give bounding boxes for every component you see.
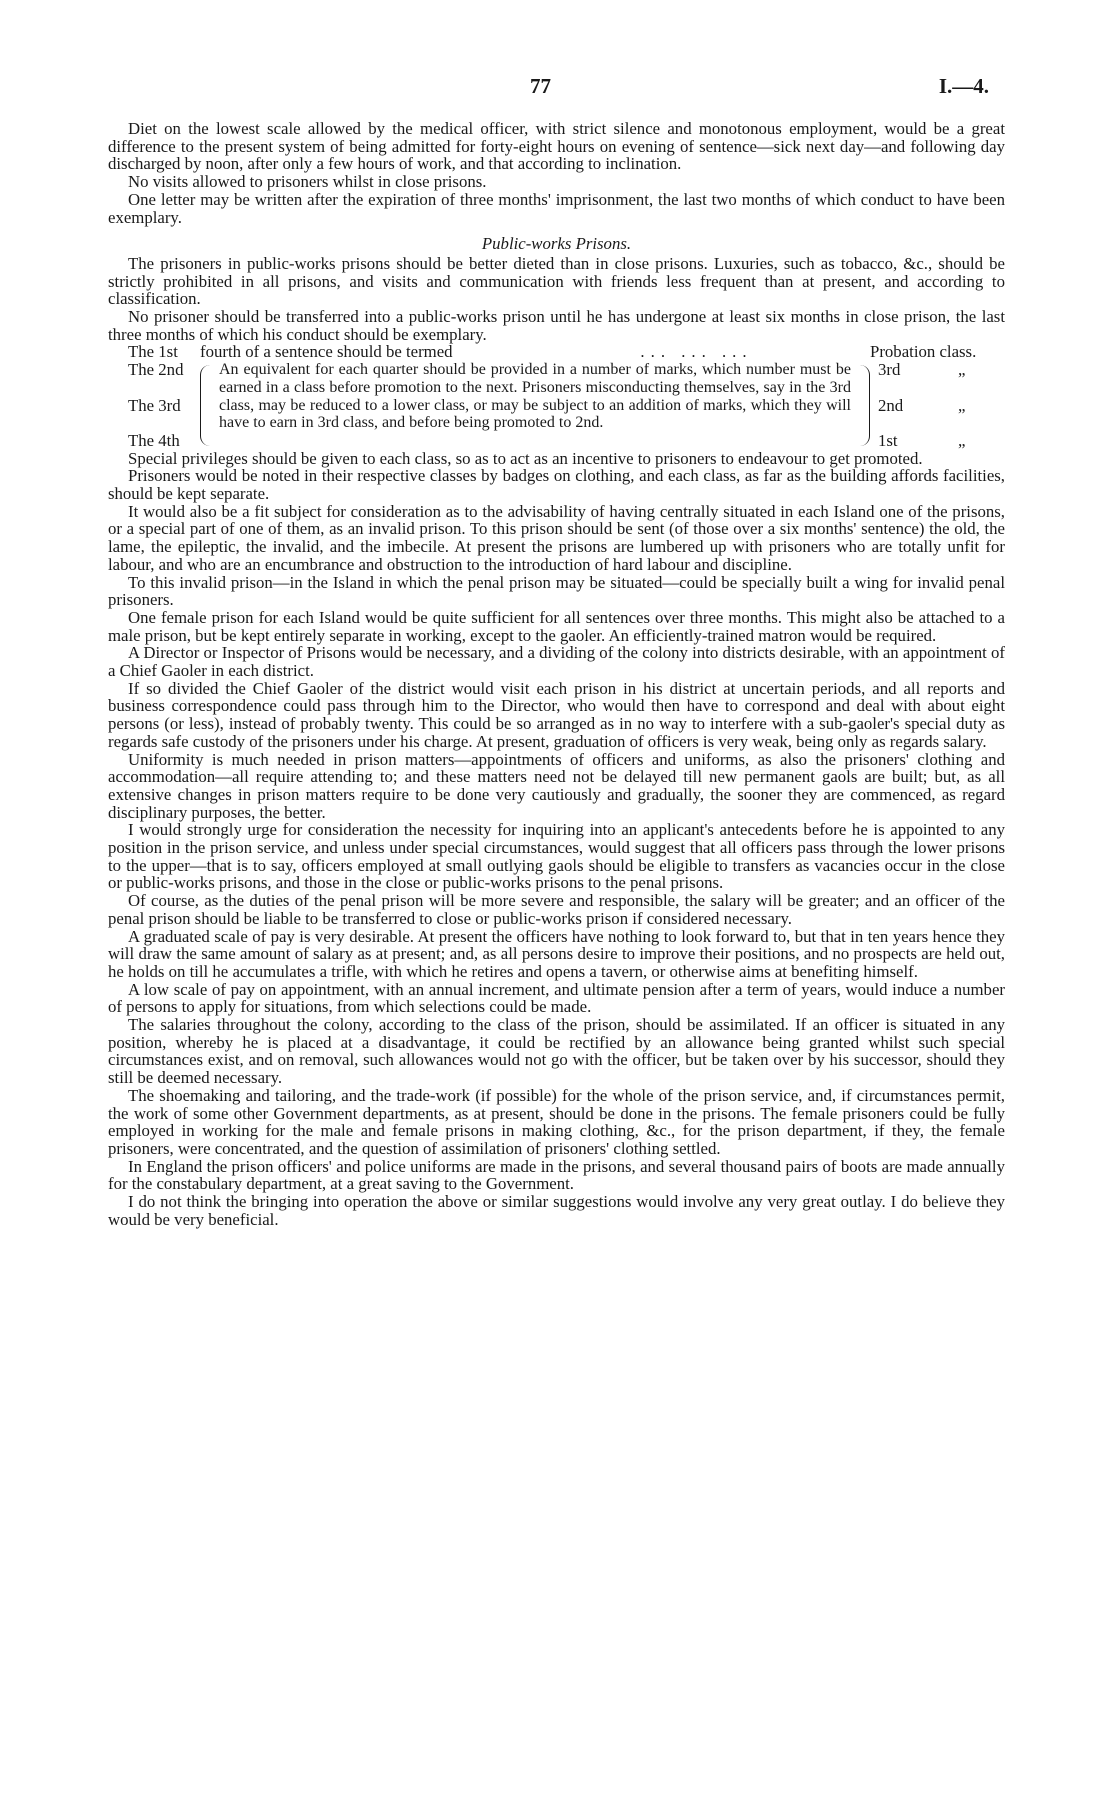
class-name: 1st xyxy=(878,430,898,450)
paragraph: The salaries throughout the colony, according to the class of the prison, should be assimilated. If an officer is situated in any position, whereby he is placed at a disadvantage, it could be rectified by an allowance being granted whilst such special circumstances exist, and on removal, such allowances would not go with the officer, but be taken over by his successor, should they still be deemed necessary. xyxy=(108,1015,1005,1088)
paragraph: One female prison for each Island would be quite sufficient for all sentences over three months. This might also be attached to a male prison, but be kept entirely separate in working, except to the gaoler. An efficiently-trained matron would be required. xyxy=(108,607,1005,645)
paragraph: I would strongly urge for consideration the necessity for inquiring into an applicant's antecedents before he is appointed to any position in the prison service, and unless under special circumstances, would suggest that all officers pass through the lower prisons to the upper—that is to say, officers employed at small outlying gaols should be eligible to transfers as vacancies occur in the close or public-works prisons, and those in the close or public-works prisons to the penal prisons. xyxy=(108,820,1005,893)
class-row xyxy=(878,397,1005,415)
class-row xyxy=(878,414,1005,432)
class-label xyxy=(128,414,200,432)
leader-dots: ... ... ... xyxy=(640,342,753,362)
paragraph: No prisoner should be transferred into a public-works prison until he has undergone at least six months in close prison, the last three months of which his conduct should be exemplary. xyxy=(108,307,1005,344)
paragraph: To this invalid prison—in the Island in which the penal prison may be situated—could be specially built a wing for invalid penal prisoners. xyxy=(108,572,1005,610)
class-row-first xyxy=(108,343,1005,361)
class-name: 3rd xyxy=(878,360,901,380)
class-name: 2nd xyxy=(878,395,904,415)
left-brace xyxy=(200,365,215,445)
class-row xyxy=(878,361,1005,379)
paragraph: If so divided the Chief Gaoler of the district would visit each prison in his district at uncertain periods, and all reports and business correspondence could pass through him to the Director, who would then have to correspond and deal with about eight persons (or less), instead of probably twenty. This could be so arranged as in no way to interfere with a sub-gaoler's special duty as regards safe custody of the prisoners under his charge. At present, graduation of officers is very weak, being only as regards salary. xyxy=(108,678,1005,751)
page-reference: I.—4. xyxy=(938,74,989,98)
paragraph: Diet on the lowest scale allowed by the medical officer, with strict silence and monotonous employment, would be a great difference to the present system of being admitted for forty-eight hours on evening of sentence—sick next day—and following day discharged by noon, after only a few hours of work, and that according to inclination. xyxy=(108,119,1005,174)
paragraph: Of course, as the duties of the penal prison will be more severe and responsible, the salary will be greater; and an officer of the penal prison should be liable to be transferred to close or public-works prison if considered necessary. xyxy=(108,891,1005,928)
page-number: 77 xyxy=(530,74,551,98)
class-label: The 4th xyxy=(128,430,180,450)
class-label: The 1st xyxy=(128,342,178,362)
bracketed-classes xyxy=(108,361,1005,449)
bracket-labels xyxy=(108,361,200,449)
paragraph: No visits allowed to prisoners whilst in close prisons. xyxy=(128,172,487,192)
section-heading: Public-works Prisons. xyxy=(481,234,632,254)
paragraph: Prisoners would be noted in their respective classes by badges on clothing, and each class, as far as the building affords facilities, should be kept separate. xyxy=(108,466,1005,503)
paragraph: In England the prison officers' and police uniforms are made in the prisons, and several thousand pairs of boots are made annually for the constabulary department, at a great saving to the Government. xyxy=(108,1156,1005,1194)
class-name: Probation class. xyxy=(870,342,977,362)
ditto-mark: „ xyxy=(958,360,966,380)
document-body xyxy=(108,120,1005,1229)
paragraph: The shoemaking and tailoring, and the trade-work (if possible) for the whole of the prison service, and, if circumstances permit, the work of some other Government departments, as at present, should be done in the prisons. The female prisoners could be fully employed in working for the male and female prisons in making clothing, &c., for the prison department, if they, the female prisoners, were concentrated, and the question of assimilation of prisoners' clothing settled. xyxy=(108,1085,1005,1158)
paragraph: It would also be a fit subject for consideration as to the advisability of having centrally situated in each Island one of the prisons, or a special part of one of them, as an invalid prison. To this prison should be sent (of those over a six months' sentence) the old, the lame, the epileptic, the invalid, and the imbecile. At present the prisons are lumbered up with prisoners who are totally unfit for labour, and who are an encumbrance and obstruction to the introduction of hard labour and discipline. xyxy=(108,501,1005,574)
paragraph: A low scale of pay on appointment, with an annual increment, and ultimate pension after a term of years, would induce a number of persons to apply for situations, from which selections could be made. xyxy=(108,979,1005,1017)
paragraph: I do not think the bringing into operation the above or similar suggestions would involve any very great outlay. I do believe they would be very beneficial. xyxy=(108,1192,1005,1229)
class-description: fourth of a sentence should be termed xyxy=(200,342,453,362)
page-header xyxy=(0,74,1114,98)
ditto-mark: „ xyxy=(958,430,966,450)
paragraph: A graduated scale of pay is very desirable. At present the officers have nothing to look forward to, but that in ten years hence they will draw the same amount of salary as at present; and, as all persons desire to improve their positions, and no prospects are held out, he holds on till he accumulates a trifle, with which he retires and opens a tavern, or otherwise aims at benefiting himself. xyxy=(108,926,1005,981)
paragraph: Uniformity is much needed in prison matters—appointments of officers and uniforms, as also the prisoners' clothing and accommodation—all require attending to; and these matters need not be delayed till new permanent gaols are built; but, as all extensive changes in prison matters require to be done very cautiously and gradually, the sooner they are commenced, as regard disciplinary purposes, the better. xyxy=(108,749,1005,822)
ditto-mark: „ xyxy=(958,395,966,415)
bracket-text: An equivalent for each quarter should be provided in a number of marks, which number must be earned in a class before promotion to the next. Prisoners misconducting themselves, say in the 3rd class, may be reduced to a lower class, or may be subject to an addition of marks, which they will have to earn in 3rd class, and before being promoted to 2nd. xyxy=(219,361,851,432)
class-label: The 3rd xyxy=(128,395,181,415)
paragraph: One letter may be written after the expiration of three months' imprisonment, the last two months of which conduct to have been exemplary. xyxy=(108,189,1005,227)
right-brace xyxy=(855,365,870,445)
paragraph: A Director or Inspector of Prisons would be necessary, and a dividing of the colony into districts desirable, with an appointment of a Chief Gaoler in each district. xyxy=(108,643,1005,681)
class-label: The 2nd xyxy=(128,360,184,380)
paragraph: Special privileges should be given to each class, so as to act as an incentive to prisoners to endeavour to get promoted. xyxy=(128,448,923,468)
class-row xyxy=(878,379,1005,397)
paragraph: The prisoners in public-works prisons should be better dieted than in close prisons. Luxuries, such as tobacco, &c., should be strictly prohibited in all prisons, and visits and communication with friends less frequent than at present, and according to classification. xyxy=(108,253,1005,309)
bracket-class-names xyxy=(870,361,1005,449)
class-row xyxy=(878,432,1005,450)
classification-table xyxy=(108,343,1005,449)
class-label xyxy=(128,379,200,397)
